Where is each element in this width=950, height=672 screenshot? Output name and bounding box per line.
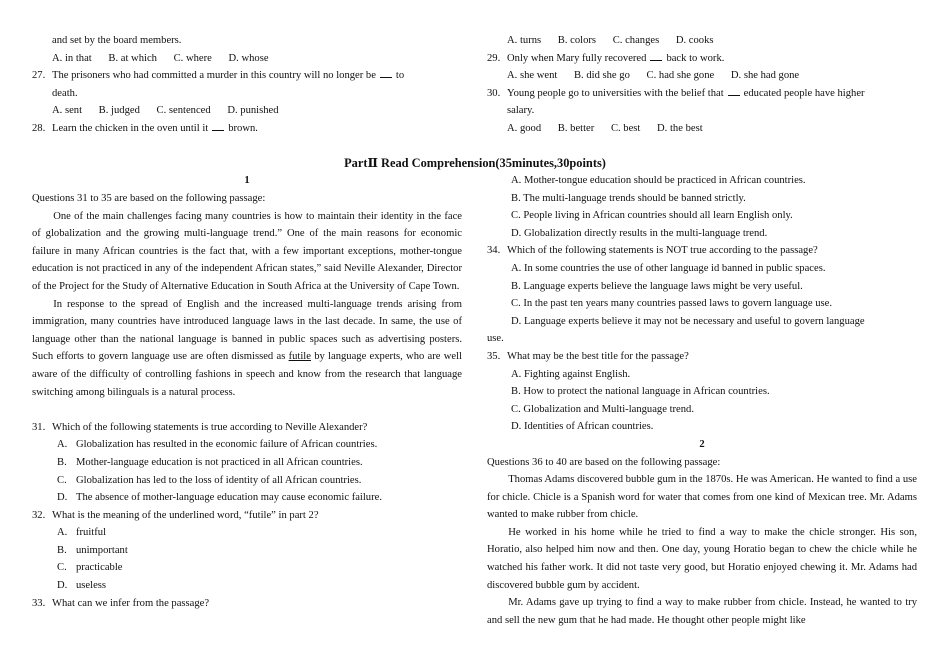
q26-option-b: B. at which bbox=[108, 52, 157, 64]
q31-option-d-text: The absence of mother-language education may cause economic failure. bbox=[76, 492, 382, 504]
q33-option-a: A. Mother-tongue education should be practiced in African countries. bbox=[511, 175, 806, 186]
q31-option-c-text: Globalization has led to the loss of identity of all African countries. bbox=[76, 474, 362, 486]
q31-option-a bbox=[32, 436, 462, 454]
passage2-paragraph-2: He worked in his home while he tried to find a way to make the chicle stronger. His son, Horatio, also helped him now and then. One day, young Horatio began to chew the chicle while he watched his father work. It did not taste very good, but Horatio enjoyed chewing it. Mr. Adams had discovered bubble gum by accident. bbox=[487, 526, 917, 591]
q27-text-line2: death. bbox=[52, 87, 78, 99]
passage1-intro: Questions 31 to 35 are based on the following passage: bbox=[32, 193, 266, 204]
q31-option-b-text: Mother-language education is not practiced in all African countries. bbox=[76, 456, 363, 468]
q30-text-after: educated people have higher bbox=[743, 87, 865, 99]
q34-text: Which of the following statements is NOT true according to the passage? bbox=[507, 245, 818, 257]
q28 bbox=[32, 120, 462, 138]
q35-option-c: C. Globalization and Multi-language trend. bbox=[511, 403, 694, 415]
q31-option-b-letter: B. bbox=[57, 456, 67, 468]
passage2-number: 2 bbox=[699, 438, 705, 450]
q32-option-d bbox=[32, 577, 462, 595]
passage1-p2-after: by language experts, who are well aware of the difficulty of controlling fashions in speech and know from the research that language switching among bilinguals is a natural process. bbox=[32, 351, 462, 398]
q26-option-c: C. where bbox=[173, 52, 212, 64]
q34-option-b: B. Language experts believe the language laws might be very useful. bbox=[511, 280, 803, 292]
q27-text-before: The prisoners who had committed a murder in this country will no longer be bbox=[52, 70, 376, 82]
part-title: PartⅡ Read Comprehension(35minutes,30points) bbox=[344, 156, 606, 170]
top-left-column bbox=[32, 32, 462, 138]
q26-option-d: D. whose bbox=[228, 52, 269, 64]
q30-options bbox=[487, 120, 917, 138]
q32-option-a bbox=[32, 524, 462, 542]
q32-option-c bbox=[32, 559, 462, 577]
q31-text: Which of the following statements is true according to Neville Alexander? bbox=[52, 421, 368, 433]
q33-option-c: C. People living in African countries should all learn English only. bbox=[511, 210, 793, 222]
q33-number: 33. bbox=[32, 597, 46, 609]
spacer bbox=[32, 401, 462, 419]
q34-option-a: A. In some countries the use of other language id banned in public spaces. bbox=[511, 262, 826, 274]
q28-text-before: Learn the chicken in the oven until it bbox=[52, 122, 209, 134]
passage2-intro: Questions 36 to 40 are based on the following passage: bbox=[487, 456, 721, 468]
q31-option-c-letter: C. bbox=[57, 474, 67, 486]
q28-blank bbox=[212, 120, 224, 131]
top-right-column bbox=[487, 32, 917, 138]
passage1-number: 1 bbox=[244, 175, 250, 186]
q28-option-b: B. colors bbox=[557, 35, 597, 46]
q35-number: 35. bbox=[487, 350, 501, 362]
q32-option-d-letter: D. bbox=[57, 580, 68, 592]
q29-blank bbox=[650, 50, 662, 61]
q30-option-d: D. the best bbox=[657, 122, 703, 134]
q30-option-a: A. good bbox=[507, 122, 542, 134]
q30-blank bbox=[728, 85, 740, 96]
q31-option-a-letter: A. bbox=[57, 439, 68, 451]
q32-option-d-text: useless bbox=[76, 580, 107, 592]
q33-option-b: B. The multi-language trends should be banned strictly. bbox=[511, 192, 746, 204]
q27-option-d: D. punished bbox=[227, 105, 279, 117]
passage1-paragraph-2 bbox=[32, 296, 462, 402]
q26-options bbox=[32, 50, 462, 68]
q35-text: What may be the best title for the passage? bbox=[507, 350, 689, 362]
q29-text-after: back to work. bbox=[666, 52, 725, 64]
q27-text-after: to bbox=[395, 70, 405, 82]
q32-option-c-text: practicable bbox=[76, 562, 123, 574]
q28-stem bbox=[52, 120, 462, 138]
q31-option-d-letter: D. bbox=[57, 492, 68, 504]
q31-option-b bbox=[32, 454, 462, 472]
q30-number: 30. bbox=[487, 87, 501, 99]
q30-text-before: Young people go to universities with the belief that bbox=[507, 87, 724, 99]
q31-option-c bbox=[32, 472, 462, 490]
q27-option-b: B. judged bbox=[98, 105, 140, 117]
q31 bbox=[32, 419, 462, 437]
q29-option-a: A. she went bbox=[507, 70, 558, 82]
q34-option-d-wrap: use. bbox=[487, 333, 504, 345]
q29-number: 29. bbox=[487, 52, 501, 64]
q29-option-b: B. did she go bbox=[573, 70, 630, 82]
passage1-p2-before: In response to the spread of English and the increased multi-language trends arising from immigration, many countries have introduced language laws in the last decade. In same, the use of language other than the national language is banned in public spaces such as advertising posters. Such efforts to govern language use are often dismissed as bbox=[32, 298, 462, 363]
q29-text-before: Only when Mary fully recovered bbox=[507, 52, 647, 64]
q33-text: What can we infer from the passage? bbox=[52, 597, 210, 609]
q30 bbox=[487, 85, 917, 120]
q28-option-a: A. turns bbox=[507, 35, 542, 46]
q27-option-c: C. sentenced bbox=[156, 105, 211, 117]
q32-option-b-text: unimportant bbox=[76, 544, 128, 556]
q30-stem bbox=[507, 85, 917, 120]
q31-option-d bbox=[32, 489, 462, 507]
q32-text: What is the meaning of the underlined word, “futile” in part 2? bbox=[52, 509, 319, 521]
q29 bbox=[487, 50, 917, 68]
q32-option-a-letter: A. bbox=[57, 527, 68, 539]
underlined-word-futile: futile bbox=[288, 351, 311, 363]
q28-text-after: brown. bbox=[228, 122, 258, 134]
q31-option-a-text: Globalization has resulted in the economic failure of African countries. bbox=[76, 439, 378, 451]
q26-continuation: and set by the board members. bbox=[52, 35, 182, 46]
q26-option-a: A. in that bbox=[52, 52, 92, 64]
q28-options bbox=[487, 32, 917, 50]
left-main-column bbox=[32, 190, 462, 612]
q29-option-d: D. she had gone bbox=[730, 70, 800, 82]
passage2-paragraph-1: Thomas Adams discovered bubble gum in the 1870s. He was American. He wanted to find a use for chicle. Chicle is a Spanish word for water that comes from one kind of Mexican tree. Mr. Adams wanted to make rubber from chicle. bbox=[487, 474, 917, 521]
q28-option-d: D. cooks bbox=[675, 35, 714, 46]
q34-option-c: C. In the past ten years many countries passed laws to govern language use. bbox=[511, 298, 832, 310]
q32 bbox=[32, 507, 462, 525]
q27-option-a: A. sent bbox=[52, 105, 83, 117]
q29-options bbox=[487, 67, 917, 85]
q32-option-a-text: fruitful bbox=[76, 527, 107, 539]
q32-option-c-letter: C. bbox=[57, 562, 67, 574]
q30-option-b: B. better bbox=[557, 122, 595, 134]
passage1-paragraph-1: One of the main challenges facing many countries is how to maintain their identity in the face of globalization and the growing multi-language trend.” One of the main reasons for economic failure in many African countries is the fact that, with a few important exceptions, mother-tongue education is not practiced in any of the independent African states,” said Neville Alexander, Director of the Project for the Study of Alternative Education in South Africa at the University of Cape Town. bbox=[32, 210, 462, 292]
q32-option-b bbox=[32, 542, 462, 560]
q35-option-b: B. How to protect the national language in African countries. bbox=[511, 386, 770, 398]
q28-option-c: C. changes bbox=[612, 35, 660, 46]
q27 bbox=[32, 67, 462, 102]
q35-option-a: A. Fighting against English. bbox=[511, 368, 631, 380]
q32-number: 32. bbox=[32, 509, 46, 521]
q27-stem bbox=[52, 67, 462, 102]
q27-blank bbox=[380, 67, 392, 78]
q33-option-d: D. Globalization directly results in the multi-language trend. bbox=[511, 227, 768, 239]
right-main-column bbox=[487, 172, 917, 629]
q33 bbox=[32, 595, 462, 613]
q34-number: 34. bbox=[487, 245, 501, 257]
q35-option-d: D. Identities of African countries. bbox=[511, 421, 654, 433]
q27-number: 27. bbox=[32, 70, 46, 82]
q27-options bbox=[32, 102, 462, 120]
q34-option-d: D. Language experts believe it may not be necessary and useful to govern language bbox=[511, 315, 865, 327]
q30-text-line2: salary. bbox=[507, 105, 535, 117]
q31-number: 31. bbox=[32, 421, 46, 433]
q32-option-b-letter: B. bbox=[57, 544, 67, 556]
q30-option-c: C. best bbox=[610, 122, 641, 134]
passage2-paragraph-3: Mr. Adams gave up trying to find a way to make rubber from chicle. Instead, he wanted to try and sell the new gum that he had made. He thought other people might like bbox=[487, 597, 917, 626]
q29-stem bbox=[507, 50, 917, 68]
q35 bbox=[487, 348, 917, 366]
q29-option-c: C. had she gone bbox=[646, 70, 715, 82]
q28-number: 28. bbox=[32, 122, 46, 134]
q34 bbox=[487, 242, 917, 260]
